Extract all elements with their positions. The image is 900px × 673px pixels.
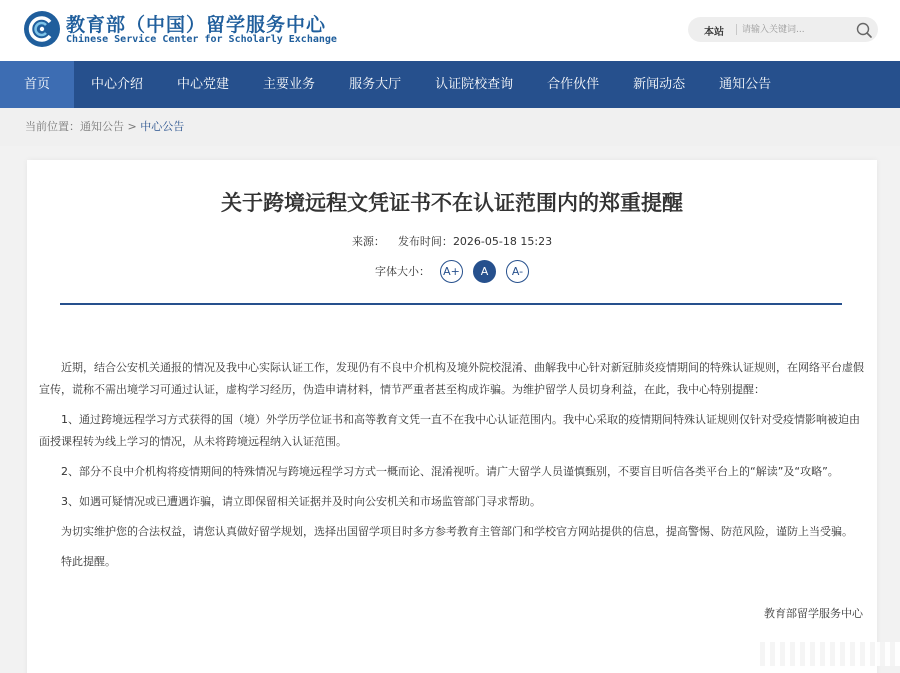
breadcrumb-prefix: 当前位置： <box>25 120 80 133</box>
site-search <box>688 17 878 42</box>
cscse-logo-icon[interactable] <box>24 11 60 47</box>
breadcrumb-current[interactable]: 中心公告 <box>140 120 185 133</box>
breadcrumb-separator: > <box>124 120 141 133</box>
article-body <box>39 357 869 581</box>
breadcrumb-link-notices[interactable]: 通知公告 <box>80 120 124 133</box>
article-paragraph: 1、通过跨境远程学习方式获得的国（境）外学历学位证书和高等教育文凭一直不在我中心认证范围内。我中心采取的疫情期间特殊认证规则仅针对受疫情影响被迫由面授课程转为线上学习的情况，从未将跨境远程纳入认证范围。 <box>39 413 860 448</box>
search-divider <box>736 24 737 35</box>
article-card <box>27 160 877 673</box>
article-paragraph: 为切实维护您的合法权益，请您认真做好留学规划，选择出国留学项目时多方参考教育主管部门和学校官方网站提供的信息，提高警惕、防范风险，谨防上当受骗。 <box>61 525 853 538</box>
site-logo-english[interactable]: Chinese Service Center for Scholarly Exchange <box>66 34 337 45</box>
nav-item-news[interactable]: 新闻动态 <box>633 77 686 92</box>
font-increase-button[interactable]: A+ <box>440 260 463 283</box>
main-nav <box>0 61 900 108</box>
site-header <box>0 0 900 61</box>
article-signature: 教育部留学服务中心 <box>764 607 863 620</box>
nav-item-about[interactable]: 中心介绍 <box>91 77 144 92</box>
search-scope-dropdown[interactable]: 本站 <box>704 27 724 38</box>
search-input[interactable] <box>742 21 846 38</box>
nav-item-partners[interactable]: 合作伙伴 <box>547 77 600 92</box>
breadcrumb <box>0 108 900 146</box>
article-meta <box>27 233 877 249</box>
nav-item-notices[interactable]: 通知公告 <box>719 77 772 92</box>
article-title: 关于跨境远程文凭证书不在认证范围内的郑重提醒 <box>221 191 683 215</box>
font-decrease-button[interactable]: A- <box>506 260 529 283</box>
site-logo-chinese[interactable]: 教育部（中国）留学服务中心 <box>66 14 327 36</box>
article-paragraph: 3、如遇可疑情况或已遭遇诈骗，请立即保留相关证据并及时向公安机关和市场监管部门寻求帮助。 <box>61 495 541 508</box>
font-size-label: 字体大小： <box>375 265 430 278</box>
nav-item-service-hall[interactable]: 服务大厅 <box>349 77 402 92</box>
article-paragraph: 特此提醒。 <box>61 555 116 568</box>
font-default-button[interactable]: A <box>473 260 496 283</box>
font-size-control <box>27 259 877 283</box>
decorative-watermark <box>760 642 900 666</box>
article-publish-time: 2026-05-18 15:23 <box>452 235 553 248</box>
search-icon[interactable] <box>854 20 874 40</box>
article-paragraph: 2、部分不良中介机构将疫情期间的特殊情况与跨境远程学习方式一概而论、混淆视听。请广大留学人员谨慎甄别，不要盲目听信各类平台上的“解读”及“攻略”。 <box>61 465 839 478</box>
title-divider <box>60 303 842 305</box>
article-publish-label: 发布时间： <box>397 235 453 248</box>
nav-item-school-query[interactable]: 认证院校查询 <box>435 77 514 92</box>
nav-item-services[interactable]: 主要业务 <box>263 77 316 92</box>
article-source-label: 来源： <box>351 235 385 248</box>
nav-item-party[interactable]: 中心党建 <box>177 77 230 92</box>
nav-item-home[interactable]: 首页 <box>0 61 74 108</box>
article-paragraph: 近期，结合公安机关通报的情况及我中心实际认证工作，发现仍有不良中介机构及境外院校混淆、曲解我中心针对新冠肺炎疫情期间的特殊认证规则，在网络平台虚假宣传，谎称不需出境学习可通过认证，虚构学习经历，伪造申请材料，情节严重者甚至构成诈骗。为维护留学人员切身利益，在此，我中心特别提醒： <box>39 361 864 396</box>
